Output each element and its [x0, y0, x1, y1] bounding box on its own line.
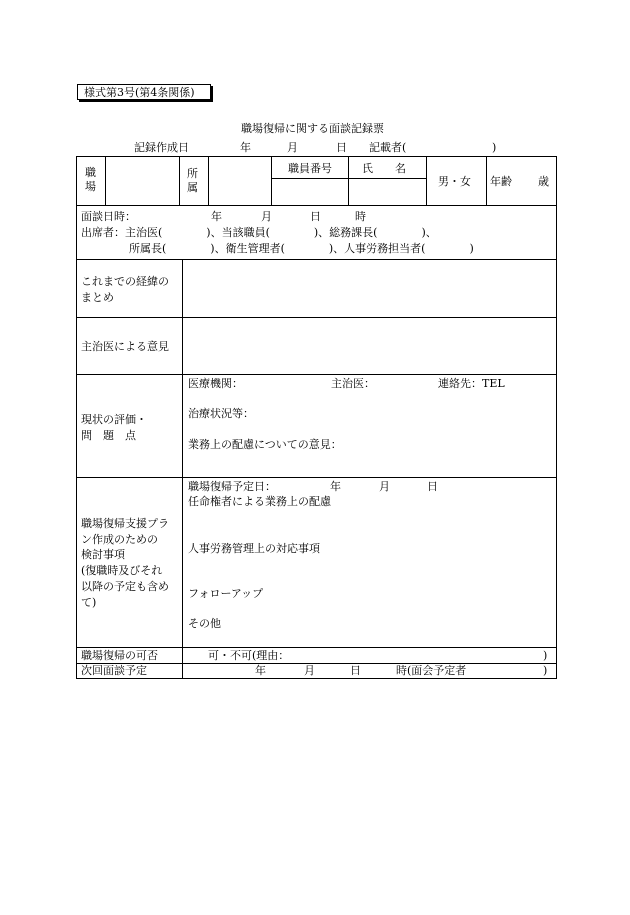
attendees-line-1: 出席者：主治医( )、当該職員( )、総務課長( )、: [81, 226, 437, 239]
next-year: 年: [255, 664, 266, 677]
evaluation-label-2: 問 題 点: [81, 429, 136, 442]
attendees-line-2: 所属長( )、衛生管理者( )、人事労務担当者( ): [129, 242, 474, 255]
workplace-label-1: 職: [85, 166, 96, 179]
plan-label-1: 職場復帰支援プラ: [81, 517, 169, 530]
appointer-consideration-label: 任命権者による業務上の配慮: [188, 495, 331, 508]
name-label: 氏 名: [362, 162, 406, 175]
workplace-label-2: 場: [85, 180, 96, 193]
work-consideration-label: 業務上の配慮についての意見：: [188, 438, 342, 451]
treatment-status-label: 治療状況等：: [188, 407, 254, 420]
staff-number-label: 職員番号: [288, 162, 332, 175]
plan-label-2: ン作成のための: [81, 533, 158, 546]
followup-label: フォローアップ: [188, 587, 264, 600]
interview-datetime-label: 面談日時：: [81, 210, 136, 223]
next-day: 日: [350, 664, 361, 677]
plan-label-6: て): [81, 596, 97, 609]
return-year: 年: [330, 480, 341, 493]
hr-matters-label: 人事労務管理上の対応事項: [188, 542, 320, 555]
next-interview-label: 次回面談予定: [81, 664, 147, 677]
age-unit-label: 歳: [538, 175, 549, 188]
history-label-2: まとめ: [81, 291, 114, 304]
affiliation-label-2: 属: [187, 181, 198, 194]
return-day: 日: [427, 480, 438, 493]
record-created-label: 記録作成日: [134, 141, 189, 154]
interview-day: 日: [310, 210, 321, 223]
plan-label-5: 以降の予定も含め: [81, 580, 169, 593]
contact-label: 連絡先：TEL: [438, 377, 505, 390]
recorder-close: ): [492, 141, 497, 154]
next-hour-label: 時(面会予定者: [396, 664, 467, 677]
interview-year: 年: [211, 210, 222, 223]
next-close: ): [543, 664, 548, 677]
interview-hour: 時: [355, 210, 366, 223]
feasibility-close: ): [543, 649, 548, 662]
history-label-1: これまでの経緯の: [81, 275, 169, 288]
age-label: 年齢: [490, 175, 512, 188]
feasibility-label: 職場復帰の可否: [81, 649, 158, 662]
interview-month: 月: [261, 210, 272, 223]
physician-label: 主治医：: [331, 377, 375, 390]
feasibility-value: 可・不可(理由：: [208, 649, 290, 662]
medical-institution-label: 医療機関：: [188, 377, 243, 390]
form-title: 職場復帰に関する面談記録票: [241, 122, 384, 135]
other-label: その他: [188, 617, 221, 630]
record-year: 年: [240, 141, 251, 154]
affiliation-label-1: 所: [187, 167, 198, 180]
evaluation-label-1: 現状の評価・: [81, 413, 147, 426]
form-number-box: 様式第3号(第4条関係): [77, 84, 211, 100]
plan-label-4: (復職時及びそれ: [81, 564, 163, 577]
next-month: 月: [304, 664, 315, 677]
sex-label: 男・女: [438, 175, 471, 188]
return-date-label: 職場復帰予定日：: [188, 480, 276, 493]
plan-label-3: 検討事項: [81, 548, 125, 561]
record-month: 月: [287, 141, 298, 154]
physician-opinion-label: 主治医による意見: [81, 340, 169, 353]
return-month: 月: [379, 480, 390, 493]
record-day: 日: [336, 141, 347, 154]
recorder-label: 記載者(: [369, 141, 407, 154]
